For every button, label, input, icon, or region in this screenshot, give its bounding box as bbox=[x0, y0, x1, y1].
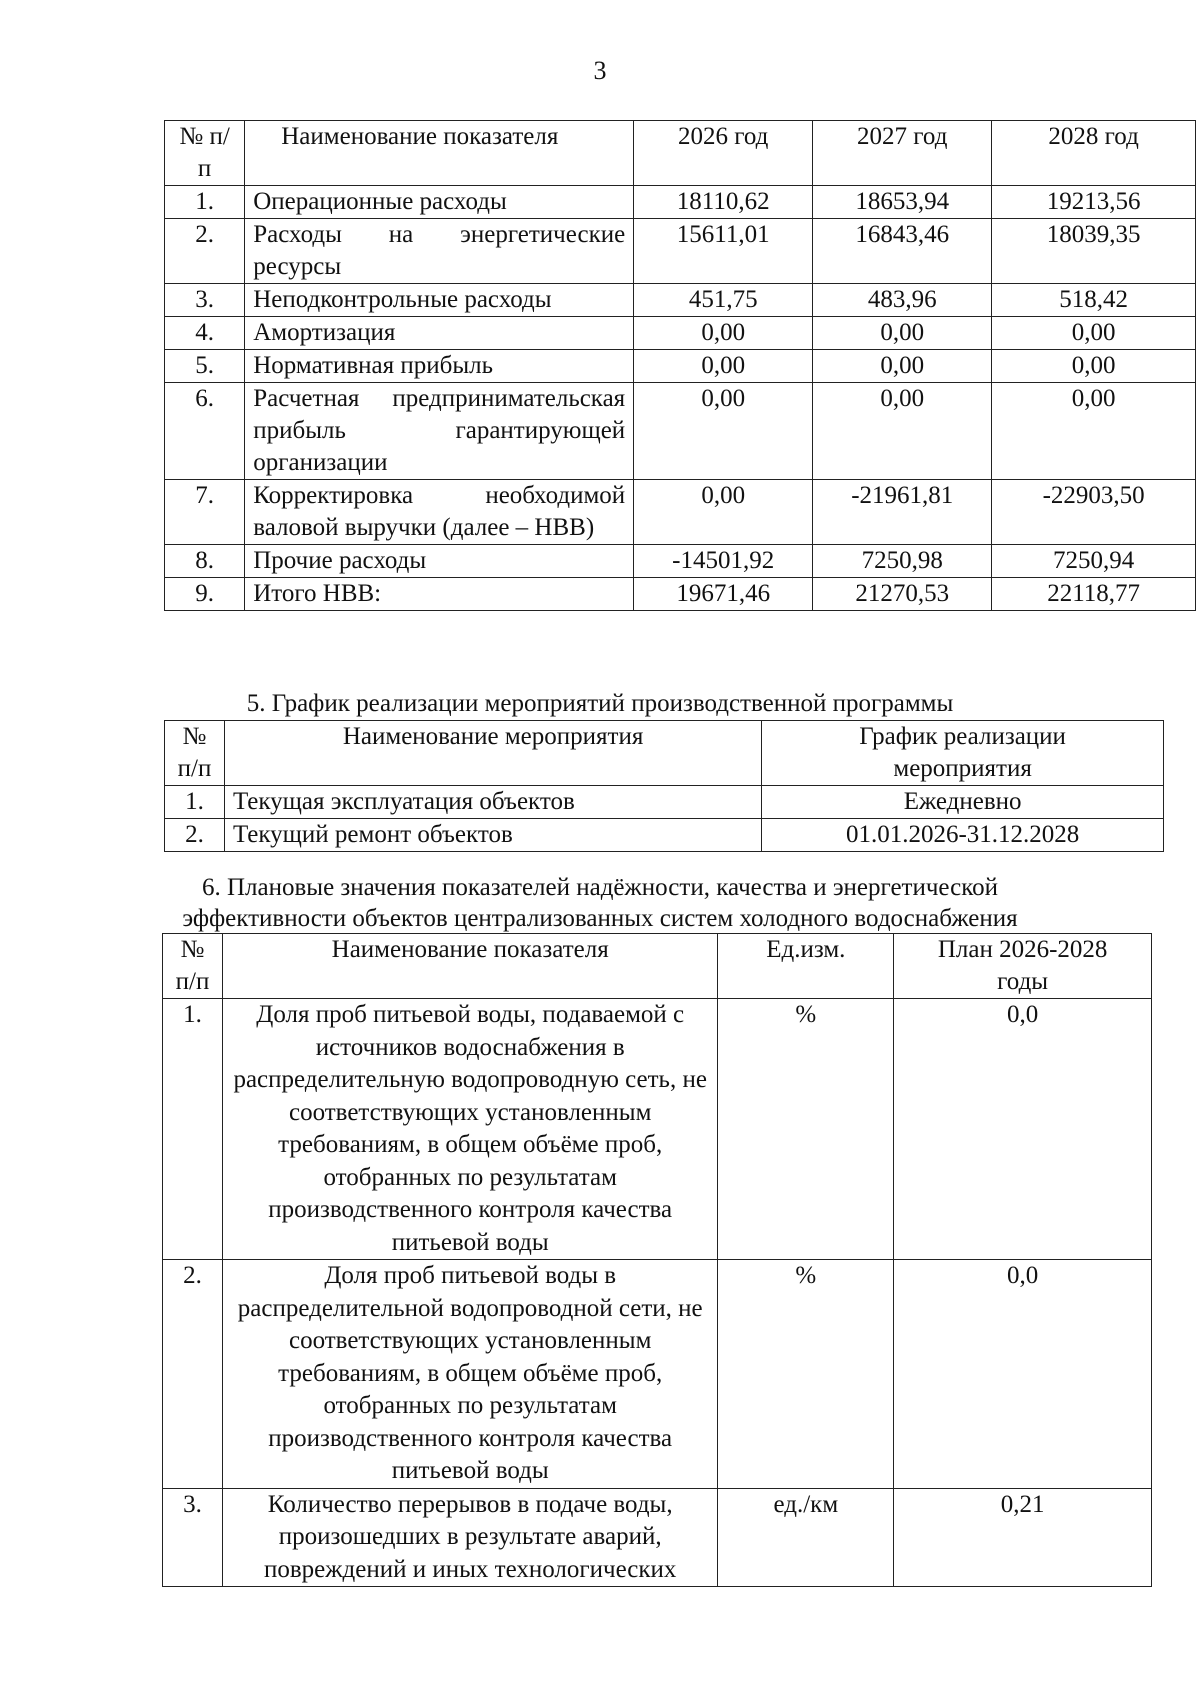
table-row bbox=[165, 383, 1196, 480]
value-2026: 18110,62 bbox=[634, 186, 813, 219]
plan-value: 0,0 bbox=[894, 999, 1152, 1260]
header-cell: 2028 год bbox=[992, 121, 1196, 186]
value-2028: 22118,77 bbox=[992, 578, 1196, 611]
unit: ед./км bbox=[718, 1488, 894, 1587]
reliability-indicators-table bbox=[162, 933, 1152, 1587]
header-cell: Наименование показателя bbox=[222, 934, 717, 999]
row-number: 8. bbox=[165, 545, 245, 578]
header-cell: Наименование показателя bbox=[245, 121, 634, 186]
indicator-name: Доля проб питьевой воды в распределительной водопроводной сети, не соответствующих установленным требованиям, в общем объёме проб, отобранных по результатам производственного контроля качества питьевой воды bbox=[222, 1260, 717, 1489]
value-2028: 0,00 bbox=[992, 317, 1196, 350]
indicator-name: Операционные расходы bbox=[245, 186, 634, 219]
table-header-row bbox=[165, 721, 1164, 786]
table-row bbox=[165, 186, 1196, 219]
value-2027: -21961,81 bbox=[813, 480, 992, 545]
indicator-name: Корректировка необходимой валовой выручки (далее – НВВ) bbox=[245, 480, 634, 545]
row-number: 9. bbox=[165, 578, 245, 611]
row-number: 7. bbox=[165, 480, 245, 545]
header-cell: 2026 год bbox=[634, 121, 813, 186]
indicator-name: Количество перерывов в подаче воды, произошедших в результате аварий, повреждений и иных технологических bbox=[222, 1488, 717, 1587]
row-number: 2. bbox=[165, 219, 245, 284]
indicator-name: Неподконтрольные расходы bbox=[245, 284, 634, 317]
table-row bbox=[165, 545, 1196, 578]
activity-name: Текущий ремонт объектов bbox=[224, 819, 761, 852]
header-cell: № п/п bbox=[165, 721, 225, 786]
value-2028: -22903,50 bbox=[992, 480, 1196, 545]
indicator-name: Амортизация bbox=[245, 317, 634, 350]
header-cell: № п/п bbox=[165, 121, 245, 186]
value-2026: -14501,92 bbox=[634, 545, 813, 578]
value-2026: 0,00 bbox=[634, 350, 813, 383]
table-row bbox=[165, 819, 1164, 852]
table-row bbox=[165, 350, 1196, 383]
activity-schedule: Ежедневно bbox=[762, 786, 1164, 819]
row-number: 2. bbox=[163, 1260, 223, 1489]
row-number: 6. bbox=[165, 383, 245, 480]
value-2026: 19671,46 bbox=[634, 578, 813, 611]
indicator-name: Доля проб питьевой воды, подаваемой с источников водоснабжения в распределительную водопроводную сеть, не соответствующих установленным требованиям, в общем объёме проб, отобранных по результатам производственного контроля качества питьевой воды bbox=[222, 999, 717, 1260]
table-row bbox=[165, 480, 1196, 545]
schedule-table bbox=[164, 720, 1164, 852]
table-row bbox=[163, 1260, 1152, 1489]
row-number: 1. bbox=[163, 999, 223, 1260]
value-2027: 16843,46 bbox=[813, 219, 992, 284]
value-2028: 7250,94 bbox=[992, 545, 1196, 578]
indicator-name: Итого НВВ: bbox=[245, 578, 634, 611]
table-row bbox=[163, 1488, 1152, 1587]
activity-schedule: 01.01.2026-31.12.2028 bbox=[762, 819, 1164, 852]
value-2027: 0,00 bbox=[813, 383, 992, 480]
header-cell: График реализации мероприятия bbox=[762, 721, 1164, 786]
row-number: 4. bbox=[165, 317, 245, 350]
section-6-title-line1: 6. Плановые значения показателей надёжности, качества и энергетической bbox=[201, 874, 999, 901]
table-header-row bbox=[165, 121, 1196, 186]
table-row bbox=[165, 317, 1196, 350]
plan-value: 0,0 bbox=[894, 1260, 1152, 1489]
row-number: 3. bbox=[165, 284, 245, 317]
indicator-name: Расчетная предпринимательская прибыль гарантирующей организации bbox=[245, 383, 634, 480]
table-row bbox=[163, 999, 1152, 1260]
value-2028: 0,00 bbox=[992, 350, 1196, 383]
financial-indicators-table bbox=[164, 120, 1196, 611]
row-number: 3. bbox=[163, 1488, 223, 1587]
table-row bbox=[165, 786, 1164, 819]
indicator-name: Расходы на энергетические ресурсы bbox=[245, 219, 634, 284]
header-cell: План 2026-2028 годы bbox=[894, 934, 1152, 999]
value-2027: 0,00 bbox=[813, 350, 992, 383]
indicator-name: Нормативная прибыль bbox=[245, 350, 634, 383]
header-cell: Ед.изм. bbox=[718, 934, 894, 999]
table-header-row bbox=[163, 934, 1152, 999]
value-2027: 7250,98 bbox=[813, 545, 992, 578]
plan-value: 0,21 bbox=[894, 1488, 1152, 1587]
row-number: 1. bbox=[165, 186, 245, 219]
value-2028: 0,00 bbox=[992, 383, 1196, 480]
activity-name: Текущая эксплуатация объектов bbox=[224, 786, 761, 819]
page-number: 3 bbox=[593, 56, 607, 85]
value-2027: 0,00 bbox=[813, 317, 992, 350]
value-2026: 451,75 bbox=[634, 284, 813, 317]
unit: % bbox=[718, 999, 894, 1260]
indicator-name: Прочие расходы bbox=[245, 545, 634, 578]
value-2026: 0,00 bbox=[634, 383, 813, 480]
value-2028: 18039,35 bbox=[992, 219, 1196, 284]
value-2027: 483,96 bbox=[813, 284, 992, 317]
table-row bbox=[165, 578, 1196, 611]
value-2026: 0,00 bbox=[634, 317, 813, 350]
table-row bbox=[165, 219, 1196, 284]
header-cell: Наименование мероприятия bbox=[224, 721, 761, 786]
section-6-title-line2: эффективности объектов централизованных систем холодного водоснабжения bbox=[182, 905, 1018, 932]
value-2027: 18653,94 bbox=[813, 186, 992, 219]
row-number: 1. bbox=[165, 786, 225, 819]
row-number: 2. bbox=[165, 819, 225, 852]
section-5-title: 5. График реализации мероприятий производственной программы bbox=[246, 690, 954, 717]
value-2026: 0,00 bbox=[634, 480, 813, 545]
header-cell: 2027 год bbox=[813, 121, 992, 186]
row-number: 5. bbox=[165, 350, 245, 383]
value-2028: 19213,56 bbox=[992, 186, 1196, 219]
header-cell: № п/п bbox=[163, 934, 223, 999]
table-row bbox=[165, 284, 1196, 317]
value-2028: 518,42 bbox=[992, 284, 1196, 317]
value-2027: 21270,53 bbox=[813, 578, 992, 611]
value-2026: 15611,01 bbox=[634, 219, 813, 284]
unit: % bbox=[718, 1260, 894, 1489]
